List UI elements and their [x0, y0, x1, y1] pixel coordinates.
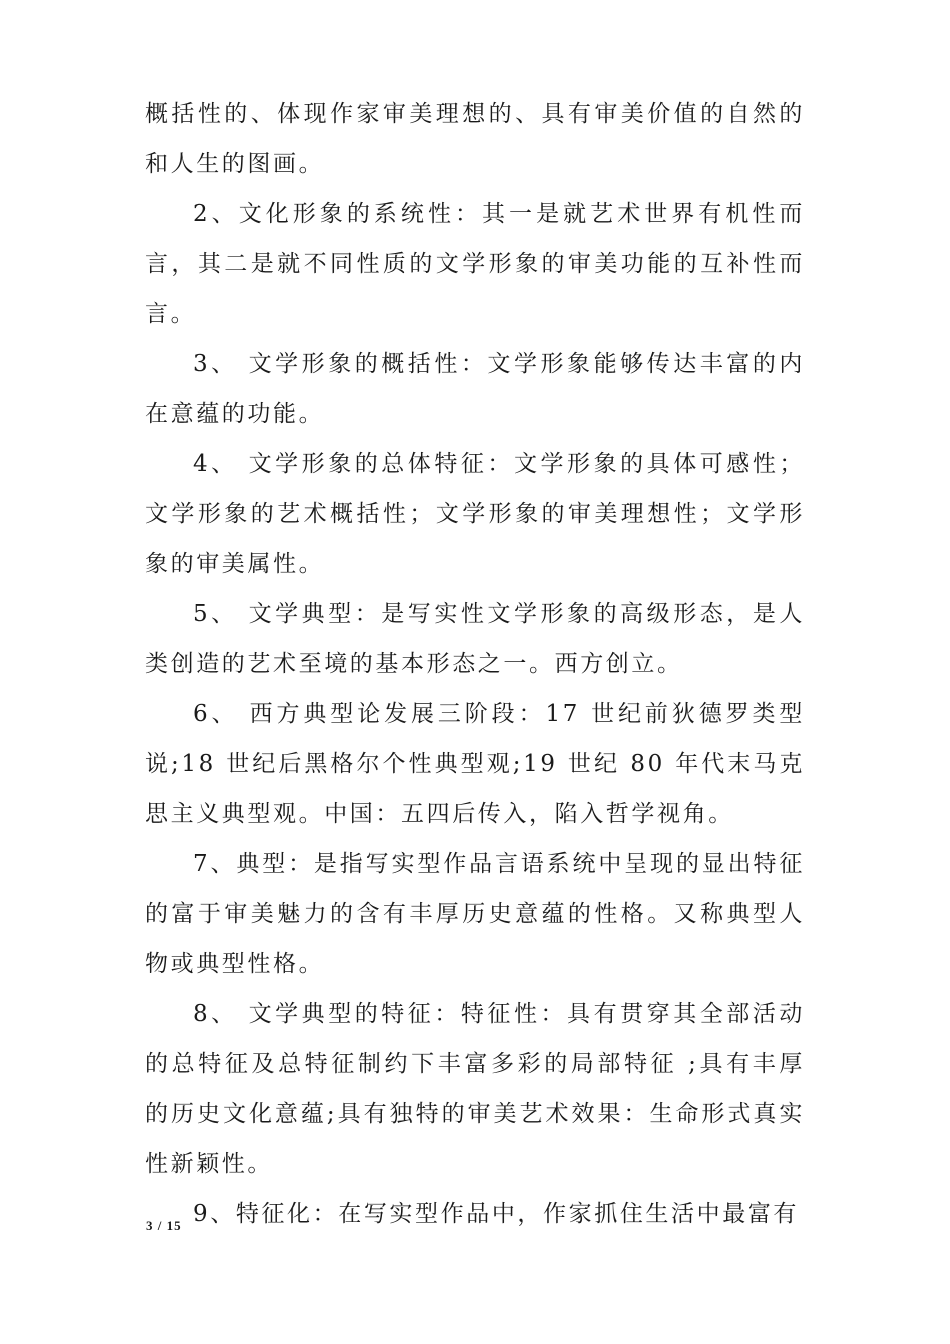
paragraph-4: 5、 文学典型：是写实性文学形象的高级形态，是人类创造的艺术至境的基本形态之一。西方创立。 — [145, 601, 805, 677]
document-body — [145, 89, 805, 1239]
page-number: 3 / 15 — [146, 1218, 182, 1233]
paragraph-8: 9、特征化：在写实型作品中，作家抓住生活中最富有 — [193, 1201, 800, 1227]
paragraph-2: 3、 文学形象的概括性：文学形象能够传达丰富的内在意蕴的功能。 — [145, 351, 805, 427]
paragraph-5: 6、 西方典型论发展三阶段：17 世纪前狄德罗类型说;18 世纪后黑格尔个性典型观;19 世纪 80 年代末马克思主义典型观。中国：五四后传入，陷入哲学视角。 — [145, 701, 805, 827]
paragraph-0: 概括性的、体现作家审美理想的、具有审美价值的自然的和人生的图画。 — [145, 101, 805, 177]
paragraph-6: 7、典型：是指写实型作品言语系统中呈现的显出特征的富于审美魅力的含有丰厚历史意蕴的性格。又称典型人物或典型性格。 — [145, 851, 805, 977]
paragraph-7: 8、 文学典型的特征：特征性：具有贯穿其全部活动的总特征及总特征制约下丰富多彩的局部特征 ;具有丰厚的历史文化意蕴;具有独特的审美艺术效果：生命形式真实性新颖性。 — [145, 1001, 805, 1177]
paragraph-3: 4、 文学形象的总体特征：文学形象的具体可感性；文学形象的艺术概括性；文学形象的审美理想性；文学形象的审美属性。 — [145, 451, 805, 577]
paragraph-1: 2、文化形象的系统性：其一是就艺术世界有机性而言，其二是就不同性质的文学形象的审美功能的互补性而言。 — [145, 201, 805, 327]
